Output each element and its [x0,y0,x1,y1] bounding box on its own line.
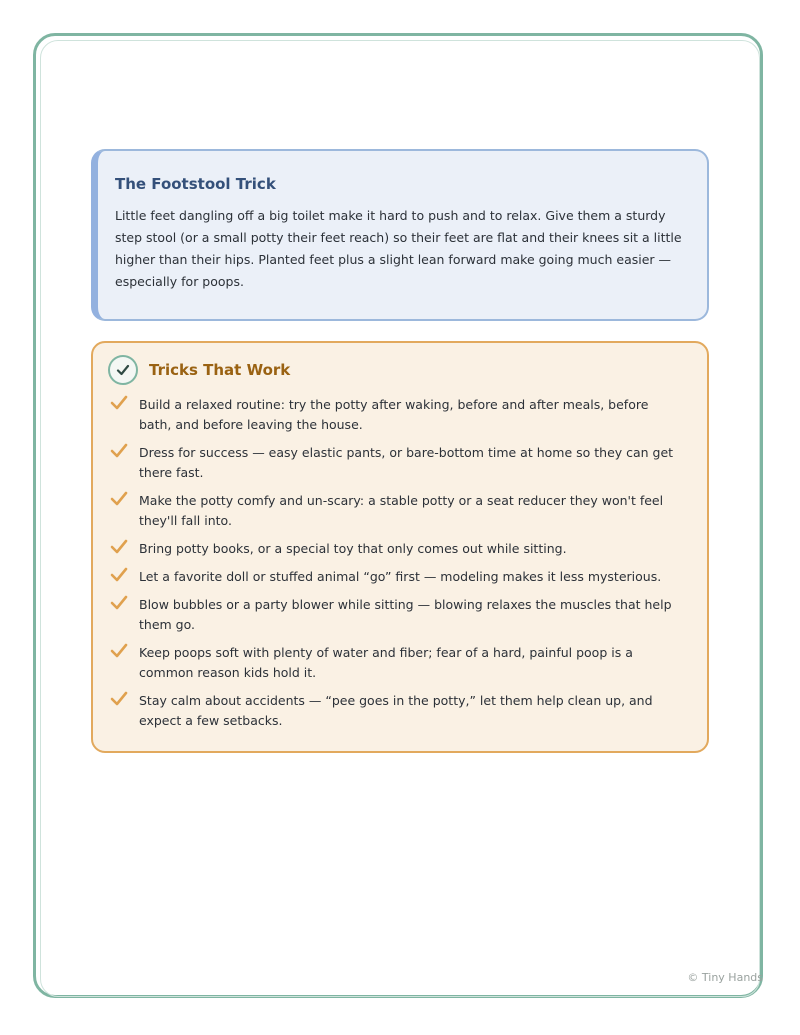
checkmark-icon [110,395,128,411]
list-item [108,395,683,435]
checkmark-icon [110,491,128,507]
copyright-footer: © Tiny Hands [687,971,763,984]
list-item [108,691,683,731]
list-item-text: Stay calm about accidents — “pee goes in the potty,” let them help clean up, and expect a few setbacks. [139,693,653,728]
checkmark-icon [110,691,128,707]
list-item [108,443,683,483]
tricks-card [91,341,709,753]
tricks-list [108,395,683,739]
checkmark-icon [110,643,128,659]
list-item-text: Blow bubbles or a party blower while sitting — blowing relaxes the muscles that help them go. [139,597,672,632]
list-item-text: Let a favorite doll or stuffed animal “go” first — modeling makes it less mysterious. [139,569,662,584]
list-item-text: Build a relaxed routine: try the potty after waking, before and after meals, before bath, and before leaving the house. [139,397,649,432]
checkmark-icon [110,567,128,583]
list-item [108,567,683,587]
list-item [108,643,683,683]
list-item [108,539,683,559]
list-item-text: Keep poops soft with plenty of water and fiber; fear of a hard, painful poop is a common reason kids hold it. [139,645,633,680]
list-item-text: Dress for success — easy elastic pants, or bare-bottom time at home so they can get there fast. [139,445,674,480]
list-item [108,491,683,531]
list-item-text: Make the potty comfy and un-scary: a stable potty or a seat reducer they won't feel they'll fall into. [139,493,664,528]
checkmark-icon [110,443,128,459]
footstool-body: Little feet dangling off a big toilet make it hard to push and to relax. Give them a sturdy step stool (or a small potty their feet reach) so their feet are flat and their knees sit a little higher than their hips. Planted feet plus a slight lean forward make going much easier — especially for poops. [115,208,682,289]
footstool-title: The Footstool Trick [115,175,276,193]
checkmark-icon [110,595,128,611]
check-circle-icon [108,355,138,385]
checkmark-icon [110,539,128,555]
list-item-text: Bring potty books, or a special toy that only comes out while sitting. [139,541,567,556]
tricks-title: Tricks That Work [149,361,291,379]
footstool-card [91,149,709,321]
list-item [108,595,683,635]
